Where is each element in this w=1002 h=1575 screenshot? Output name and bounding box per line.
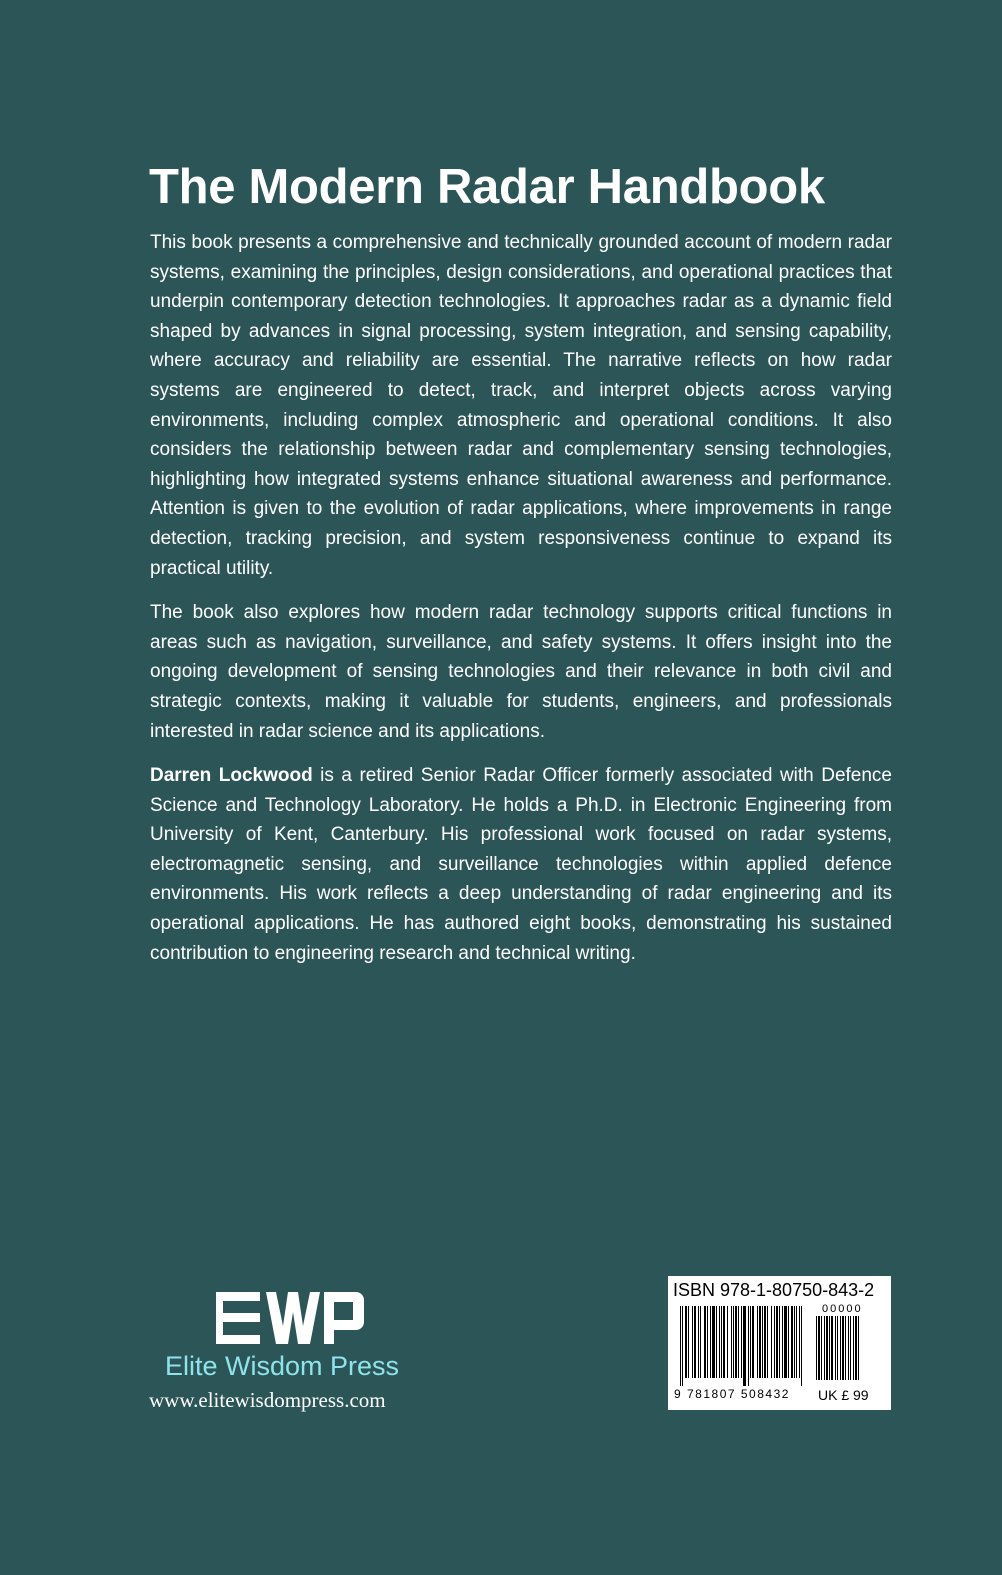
book-description [150, 228, 892, 983]
isbn-label: ISBN 978-1-80750-843-2 [673, 1280, 875, 1300]
publisher-logo-mark [216, 1292, 364, 1344]
description-paragraph-1: This book presents a comprehensive and technically grounded account of modern radar systems, examining the principles, design considerations, and operational practices that underpin contemporary detection technologies. It approaches radar as a dynamic field shaped by advances in signal processing, system integration, and sensing capability, where accuracy and reliability are essential. The narrative reflects on how radar systems are engineered to detect, track, and interpret objects across varying environments, including complex atmospheric and operational conditions. It also considers the relationship between radar and complementary sensing technologies, highlighting how integrated systems enhance situational awareness and performance. Attention is given to the evolution of radar applications, where improvements in range detection, tracking precision, and system responsiveness continue to expand its practical utility. [150, 232, 892, 579]
isbn-barcode [668, 1276, 891, 1410]
author-bio [150, 761, 892, 968]
ean-barcode-bars [680, 1306, 812, 1388]
book-title: The Modern Radar Handbook [149, 160, 825, 214]
publisher-name: Elite Wisdom Press [165, 1351, 400, 1381]
addon-digits: 00000 [822, 1303, 863, 1315]
publisher-url[interactable]: www.elitewisdompress.com [149, 1388, 386, 1412]
addon-barcode-bars [816, 1316, 876, 1384]
author-bio-text: is a retired Senior Radar Officer formerly associated with Defence Science and Technology Laboratory. He holds a Ph.D. in Electronic Engineering from University of Kent, Canterbury. His professional work focused on radar systems, electromagnetic sensing, and surveillance technologies within applied defence environments. His work reflects a deep understanding of radar engineering and its operational applications. He has authored eight books, demonstrating his sustained contribution to engineering research and technical writing. [150, 765, 892, 964]
description-paragraph-2: The book also explores how modern radar technology supports critical functions in areas such as navigation, surveillance, and safety systems. It offers insight into the ongoing development of sensing technologies and their relevance in both civil and strategic contexts, making it valuable for students, engineers, and professionals interested in radar science and its applications. [150, 602, 892, 742]
price-label: UK £ 99 [818, 1387, 869, 1403]
author-name: Darren Lockwood [150, 765, 313, 787]
isbn-digits: 9 781807 508432 [674, 1387, 790, 1401]
